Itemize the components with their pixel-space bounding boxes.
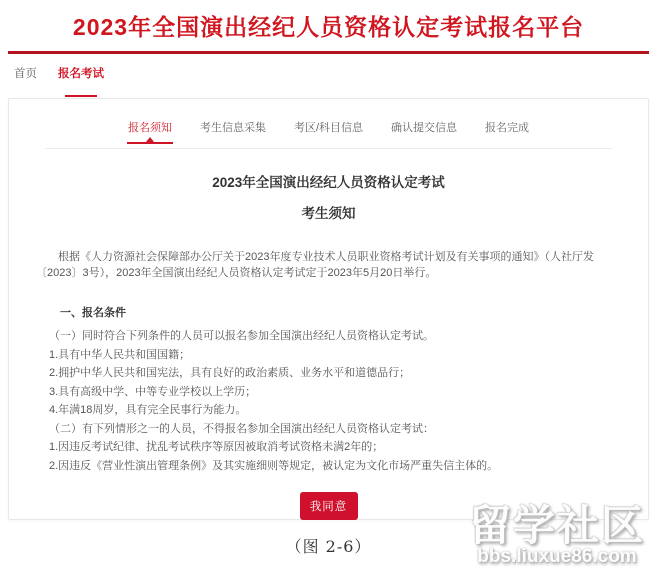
nav-item-home[interactable] <box>14 65 37 95</box>
list-item: 1.因违反考试纪律、扰乱考试秩序等原因被取消考试资格未满2年的； <box>49 441 384 453</box>
notice-intro: 根据《人力资源社会保障部办公厅关于2023年度专业技术人员职业资格考试计划及有关事项的通知》（人社厅发〔2023〕3号），2023年全国演出经纪人员资格认定考试定于2023年5月20日举行。 <box>36 251 594 279</box>
agree-button[interactable]: 我同意 <box>300 492 358 520</box>
list-item: 4.年满18周岁，具有完全民事行为能力。 <box>49 404 247 416</box>
step-tab-complete-label: 报名完成 <box>485 122 530 134</box>
nav-item-register-label: 报名考试 <box>58 68 104 80</box>
list-item: 2.拥护中华人民共和国宪法，具有良好的政治素质、业务水平和道德品行； <box>49 367 411 379</box>
notice-content <box>9 249 648 520</box>
step-tab-notice[interactable] <box>128 119 172 135</box>
nav-active-underline <box>65 95 97 97</box>
condition-list <box>36 330 621 473</box>
step-tab-confirm-submit[interactable] <box>391 119 457 135</box>
step-tabs <box>9 119 648 135</box>
step-tab-info-collect-label: 考生信息采集 <box>199 122 266 134</box>
nav-item-register[interactable] <box>58 65 104 95</box>
step-tab-area-subject-label: 考区/科目信息 <box>293 122 364 134</box>
figure-caption: （图 2-6） <box>285 537 372 556</box>
app-header <box>0 0 657 54</box>
main-nav <box>0 54 657 97</box>
list-item: （二）有下列情形之一的人员，不得报名参加全国演出经纪人员资格认定考试： <box>49 422 434 435</box>
notice-title: 2023年全国演出经纪人员资格认定考试 <box>212 175 445 190</box>
step-tab-complete[interactable] <box>485 119 529 135</box>
page-title: 2023年全国演出经纪人员资格认定考试报名平台 <box>72 14 585 40</box>
step-tab-info-collect[interactable] <box>200 119 266 135</box>
content-divider <box>45 148 612 149</box>
watermark-url: bbs.liuxue86.com <box>477 546 637 567</box>
step-active-underline <box>127 142 173 144</box>
step-tab-confirm-submit-label: 确认提交信息 <box>391 122 458 134</box>
list-item: （一）同时符合下列条件的人员可以报名参加全国演出经纪人员资格认定考试。 <box>49 330 434 342</box>
step-tab-notice-label: 报名须知 <box>127 122 172 134</box>
list-item: 3.具有高级中学、中等专业学校以上学历； <box>49 385 257 398</box>
notice-subtitle: 考生须知 <box>301 206 356 221</box>
list-item: 2.因违反《营业性演出管理条例》及其实施细则等规定，被认定为文化市场严重失信主体的。 <box>49 459 499 472</box>
list-item: 1.具有中华人民共和国国籍； <box>49 348 191 361</box>
section-heading: 一、报名条件 <box>60 307 126 319</box>
watermark-title: 留学社区 <box>468 502 645 549</box>
nav-item-home-label: 首页 <box>14 68 37 80</box>
step-active-caret-icon <box>146 137 154 142</box>
registration-card <box>8 98 649 520</box>
step-tab-area-subject[interactable] <box>294 119 363 135</box>
